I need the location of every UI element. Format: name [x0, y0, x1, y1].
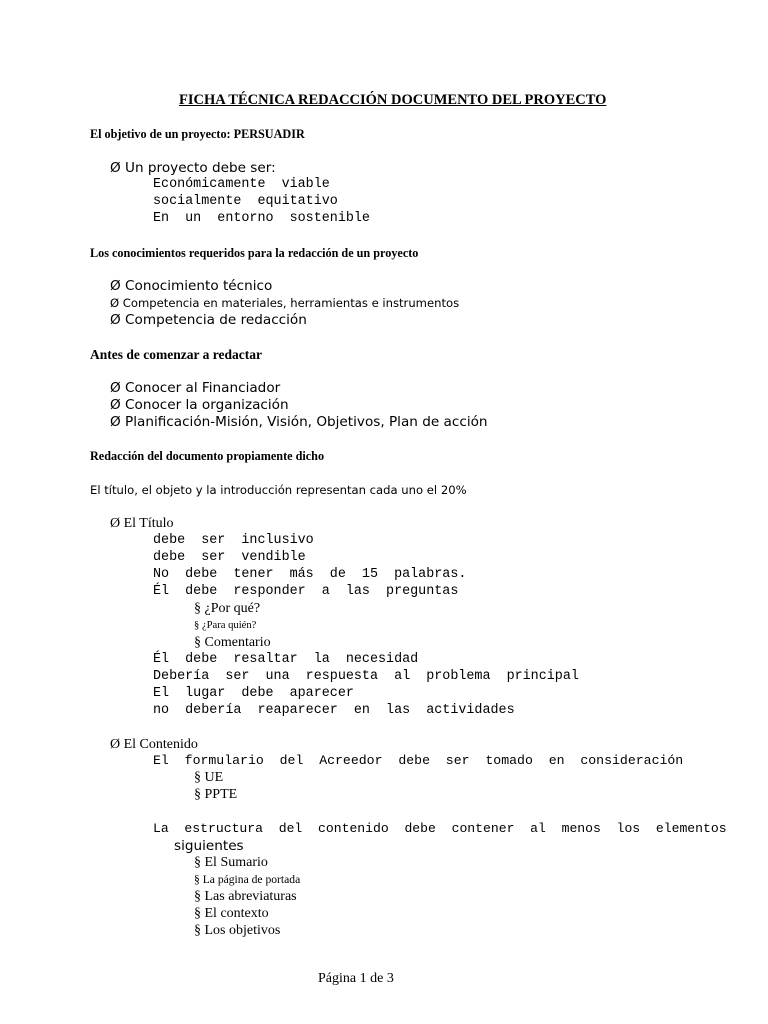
- document-title: FICHA TÉCNICA REDACCIÓN DOCUMENTO DEL PROYECTO: [179, 92, 607, 108]
- sub-ppte: § PPTE: [194, 787, 238, 802]
- bullet-el-titulo: Ø El Título: [110, 516, 174, 531]
- line-sostenible: En un entorno sostenible: [153, 211, 370, 226]
- list-item: Ø Conocer la organización: [110, 397, 289, 413]
- list-item: Ø Competencia de redacción: [110, 312, 307, 328]
- list-item: Ø Conocer al Financiador: [110, 380, 281, 396]
- titulo-line: Él debe responder a las preguntas: [153, 584, 459, 599]
- section-heading-conocimientos: Los conocimientos requeridos para la redacción de un proyecto: [90, 246, 419, 260]
- list-item: Ø Planificación-Misión, Visión, Objetivos, Plan de acción: [110, 414, 488, 430]
- line-equitativo: socialmente equitativo: [153, 194, 338, 209]
- question-comentario: § Comentario: [194, 635, 271, 650]
- contenido-line-estructura: La estructura del contenido debe contener al menos los elementos: [153, 821, 727, 836]
- sub-abreviaturas: § Las abreviaturas: [194, 889, 297, 904]
- titulo-line: El lugar debe aparecer: [153, 686, 354, 701]
- sub-contexto: § El contexto: [194, 906, 269, 921]
- bullet-proyecto-debe-ser: Ø Un proyecto debe ser:: [110, 160, 276, 176]
- titulo-line: no debería reaparecer en las actividades: [153, 703, 515, 718]
- question-por-que: § ¿Por qué?: [194, 601, 261, 616]
- titulo-line: Debería ser una respuesta al problema principal: [153, 669, 579, 684]
- intro-text: El título, el objeto y la introducción representan cada uno el 20%: [90, 483, 467, 497]
- titulo-line: No debe tener más de 15 palabras.: [153, 567, 467, 582]
- bullet-el-contenido: Ø El Contenido: [110, 737, 198, 752]
- titulo-line: debe ser inclusivo: [153, 533, 314, 548]
- contenido-line-siguientes: siguientes: [174, 838, 244, 854]
- titulo-line: debe ser vendible: [153, 550, 306, 565]
- list-item: Ø Competencia en materiales, herramientas e instrumentos: [110, 296, 460, 310]
- line-viable: Económicamente viable: [153, 177, 330, 192]
- titulo-line: Él debe resaltar la necesidad: [153, 652, 419, 667]
- sub-ue: § UE: [194, 770, 224, 785]
- page-footer: Página 1 de 3: [318, 971, 394, 986]
- sub-objetivos: § Los objetivos: [194, 923, 281, 938]
- objective-heading: El objetivo de un proyecto: PERSUADIR: [90, 127, 305, 141]
- question-para-quien: § ¿Para quién?: [194, 620, 257, 631]
- section-heading-antes: Antes de comenzar a redactar: [90, 347, 262, 362]
- sub-portada: § La página de portada: [194, 873, 301, 886]
- contenido-line-formulario: El formulario del Acreedor debe ser tomado en consideración: [153, 753, 684, 768]
- sub-sumario: § El Sumario: [194, 855, 268, 870]
- list-item: Ø Conocimiento técnico: [110, 278, 273, 294]
- section-heading-redaccion: Redacción del documento propiamente dicho: [90, 449, 325, 463]
